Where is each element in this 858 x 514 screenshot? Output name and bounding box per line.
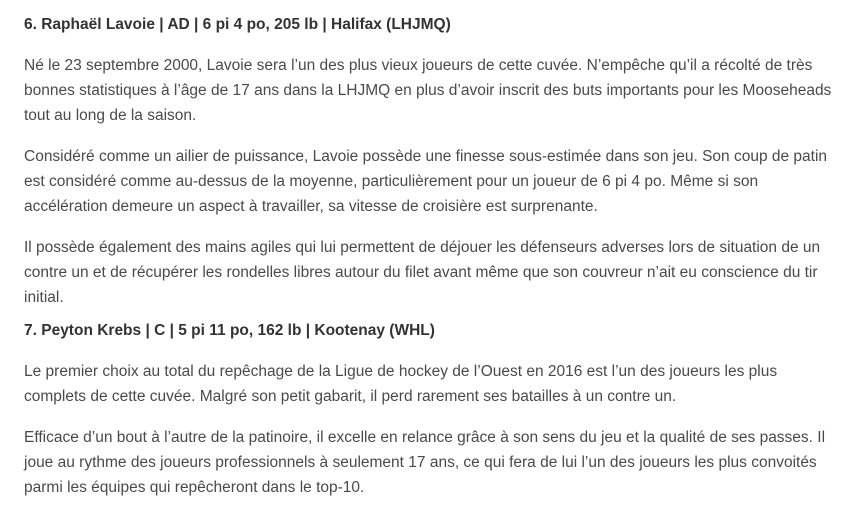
paragraph-lavoie-hands: Il possède également des mains agiles qui lui permettent de déjouer les défenseurs adverses lors de situation de un contre un et de récupérer les rondelles libres autour du filet avant même que son couvreur n’ait eu conscience du tir initial. bbox=[24, 239, 821, 306]
paragraph-krebs-bio: Le premier choix au total du repêchage de la Ligue de hockey de l’Ouest en 2016 est l’un des joueurs les plus complets de cette cuvée. Malgré son petit gabarit, il perd rarement ses batailles à un contre un. bbox=[24, 363, 778, 405]
paragraph-krebs-play: Efficace d’un bout à l’autre de la patinoire, il excelle en relance grâce à son sens du jeu et la qualité de ses passes. Il joue au rythme des joueurs professionnels à seulement 17 ans, ce qui fera de lui l’un des joueurs les plus convoités parmi les équipes qui repêcheront dans le top-10. bbox=[24, 429, 826, 496]
player-heading-krebs: 7. Peyton Krebs | C | 5 pi 11 po, 162 lb | Kootenay (WHL) bbox=[24, 322, 435, 339]
article-body bbox=[24, 14, 834, 500]
paragraph-lavoie-skating: Considéré comme un ailier de puissance, Lavoie possède une finesse sous-estimée dans son jeu. Son coup de patin est considéré comme au-dessus de la moyenne, particulièrement pour un joueur de 6 pi 4 po. Même si son accélération demeure un aspect à travailler, sa vitesse de croisière est surprenante. bbox=[24, 148, 828, 215]
player-heading-lavoie: 6. Raphaël Lavoie | AD | 6 pi 4 po, 205 lb | Halifax (LHJMQ) bbox=[24, 16, 451, 33]
paragraph-lavoie-bio: Né le 23 septembre 2000, Lavoie sera l’un des plus vieux joueurs de cette cuvée. N’empêche qu’il a récolté de très bonnes statistiques à l’âge de 17 ans dans la LHJMQ en plus d’avoir inscrit des buts importants pour les Mooseheads tout au long de la saison. bbox=[24, 57, 832, 124]
